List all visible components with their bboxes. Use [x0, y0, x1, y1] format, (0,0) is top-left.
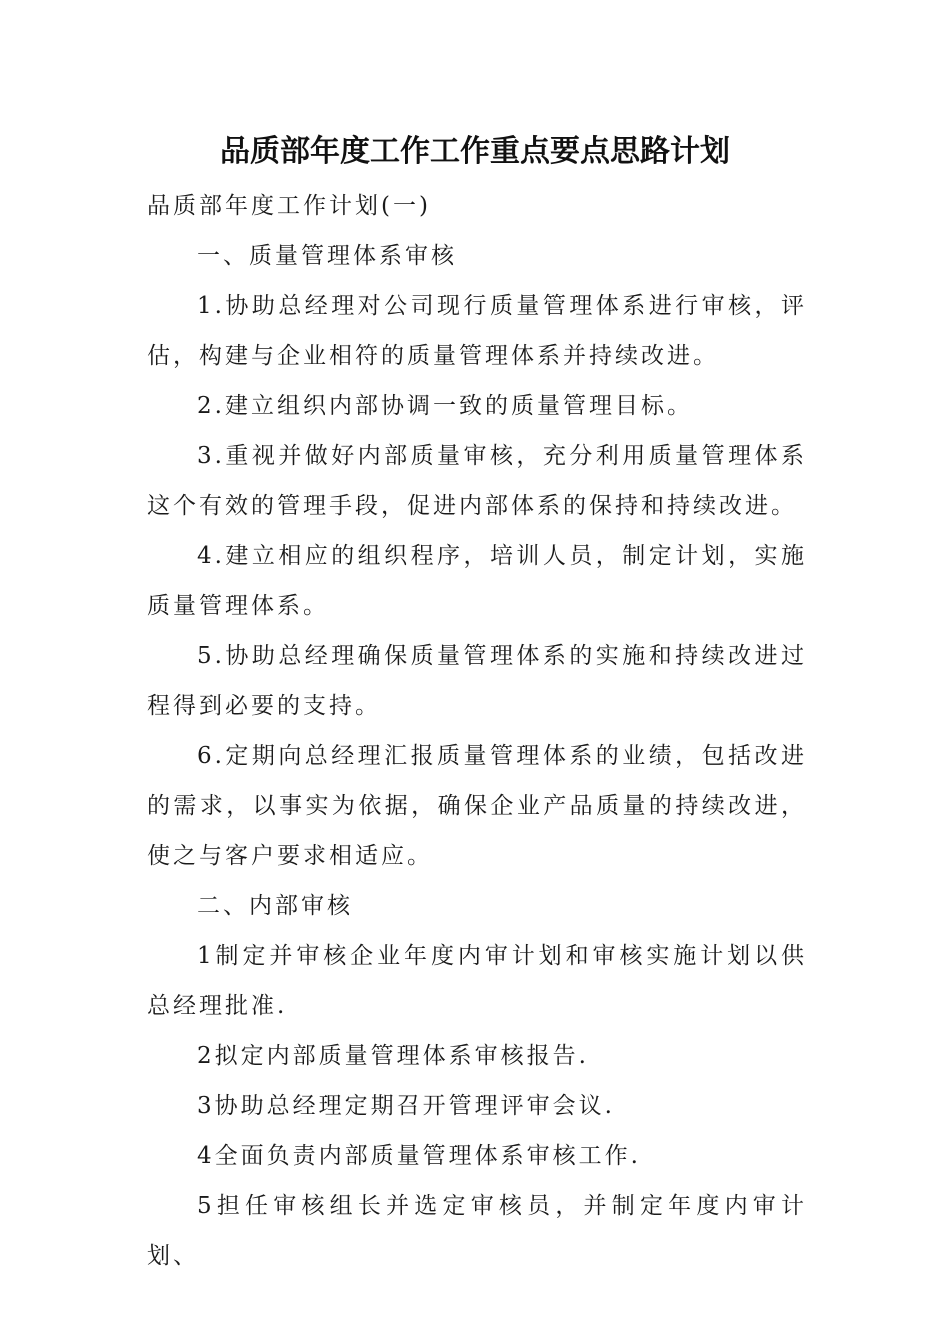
paragraph: 1.协助总经理对公司现行质量管理体系进行审核，评估，构建与企业相符的质量管理体系并持续改进。 — [147, 293, 807, 369]
section-heading: 二、内部审核 — [197, 893, 353, 919]
paragraph: 5担任审核组长并选定审核员，并制定年度内审计划、 — [147, 1193, 807, 1269]
paragraph: 3.重视并做好内部质量审核，充分利用质量管理体系这个有效的管理手段，促进内部体系的保持和持续改进。 — [147, 443, 807, 519]
paragraph: 2拟定内部质量管理体系审核报告. — [197, 1043, 589, 1069]
paragraph: 2.建立组织内部协调一致的质量管理目标。 — [197, 393, 693, 419]
paragraph: 4全面负责内部质量管理体系审核工作. — [197, 1143, 641, 1169]
document-body — [147, 181, 807, 1281]
section-heading: 一、质量管理体系审核 — [197, 243, 457, 269]
paragraph: 3协助总经理定期召开管理评审会议. — [197, 1093, 615, 1119]
paragraph: 5.协助总经理确保质量管理体系的实施和持续改进过程得到必要的支持。 — [147, 643, 807, 719]
document-title: 品质部年度工作工作重点要点思路计划 — [220, 134, 730, 169]
paragraph: 4.建立相应的组织程序，培训人员，制定计划，实施质量管理体系。 — [147, 543, 807, 619]
document-subtitle: 品质部年度工作计划(一) — [147, 193, 431, 219]
paragraph: 1制定并审核企业年度内审计划和审核实施计划以供总经理批准. — [147, 943, 807, 1019]
paragraph: 6.定期向总经理汇报质量管理体系的业绩，包括改进的需求，以事实为依据，确保企业产品质量的持续改进，使之与客户要求相适应。 — [147, 743, 807, 869]
